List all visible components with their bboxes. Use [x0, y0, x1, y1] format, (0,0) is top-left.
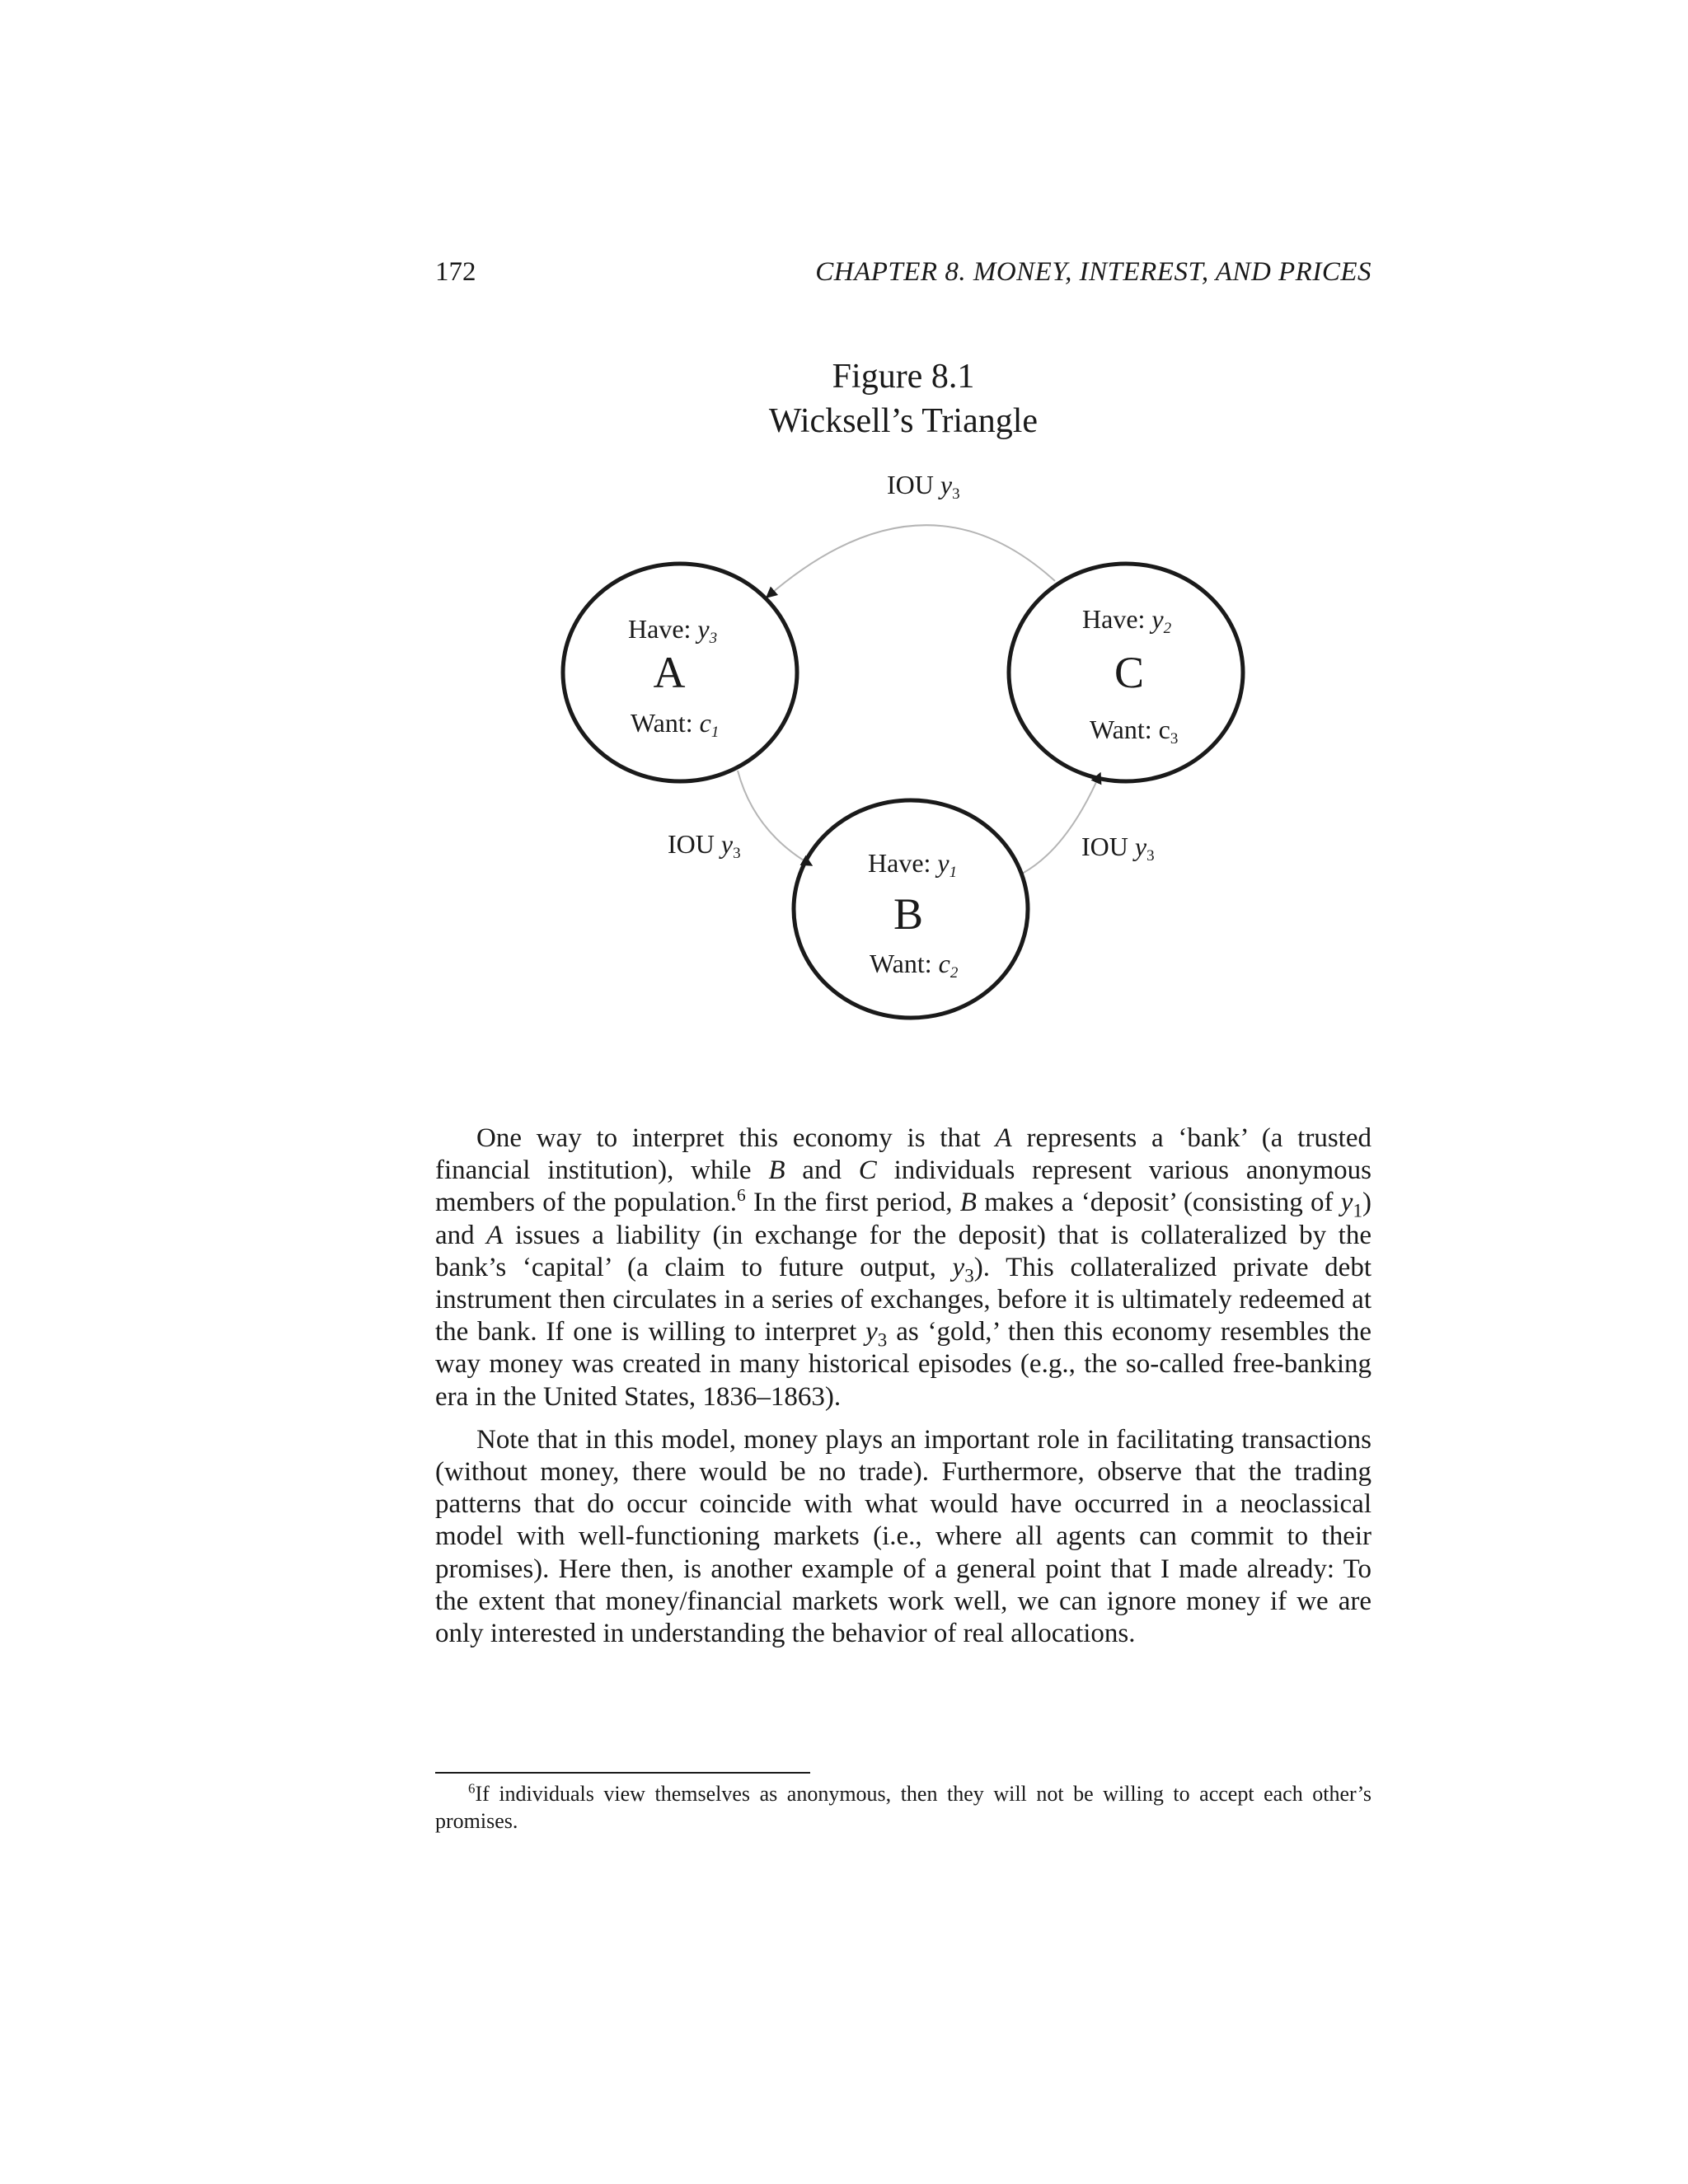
- arrow-a-to-b: [738, 771, 812, 865]
- wicksell-triangle-diagram: [0, 0, 1688, 1088]
- footnote-text: If individuals view themselves as anonymous, then they will not be willing to accept each other’s promises.: [435, 1782, 1372, 1833]
- node-c-label: C: [1114, 648, 1145, 697]
- node-c: [1009, 564, 1243, 781]
- node-c-want: Want: c3: [1090, 715, 1179, 748]
- node-a-label: A: [653, 648, 686, 697]
- footnote-rule: [435, 1772, 810, 1774]
- page-number: 172: [435, 257, 476, 287]
- footnote-mark: 6: [468, 1780, 476, 1797]
- node-c-have: Have: y2: [1082, 604, 1172, 637]
- node-b: [794, 800, 1028, 1018]
- footnote: [435, 1780, 1372, 1835]
- node-a-want: Want: c1: [631, 708, 720, 741]
- paragraph-1: One way to interpret this economy is that A represents a ‘bank’ (a trusted financial institution), while B and C individuals represent various anonymous members of the population.$^6$ In the first period, B makes a ‘deposit’ (consisting of $y_1$) and A issues a liability (in exchange for the deposit) that is collateralized by the bank’s ‘capital’ (a claim to future output, $y_3$). This collateralized private debt instrument then circulates in a series of exchanges, before it is ultimately redeemed at the bank. If one is willing to interpret $y_3$ as ‘gold,’ then this economy resembles the way money was created in many historical episodes (e.g., the so-called free-banking era in the United States, 1836–1863).: [435, 1123, 1372, 1412]
- figure-number: Figure 8.1: [832, 358, 975, 396]
- figure-title: Wicksell’s Triangle: [768, 402, 1039, 440]
- running-head: CHAPTER 8. MONEY, INTEREST, AND PRICES: [815, 257, 1372, 287]
- arrow-c-to-a: [767, 525, 1055, 598]
- node-a: [563, 564, 797, 781]
- paragraph-2: Note that in this model, money plays an important role in facilitating transactions (without money, there would be no trade). Furthermore, observe that the trading patterns that do occur coincide with what would have occurred in a neoclassical model with well-functioning markets (i.e., where all agents can commit to their promises). Here then, is another example of a general point that I made already: To the extent that money/financial markets work well, we can ignore money if we are only interested in understanding the behavior of real allocations.: [435, 1424, 1372, 1649]
- node-b-have: Have: y1: [868, 848, 958, 881]
- footnote-marker: 6: [737, 1185, 746, 1206]
- node-b-label: B: [893, 889, 924, 939]
- body-text: [435, 1122, 1372, 1661]
- iou-label-top: IOU y3: [887, 470, 960, 503]
- node-a-have: Have: y3: [628, 614, 718, 647]
- iou-label-left: IOU y3: [668, 829, 741, 862]
- node-b-want: Want: c2: [870, 949, 959, 982]
- iou-label-right: IOU y3: [1081, 832, 1155, 865]
